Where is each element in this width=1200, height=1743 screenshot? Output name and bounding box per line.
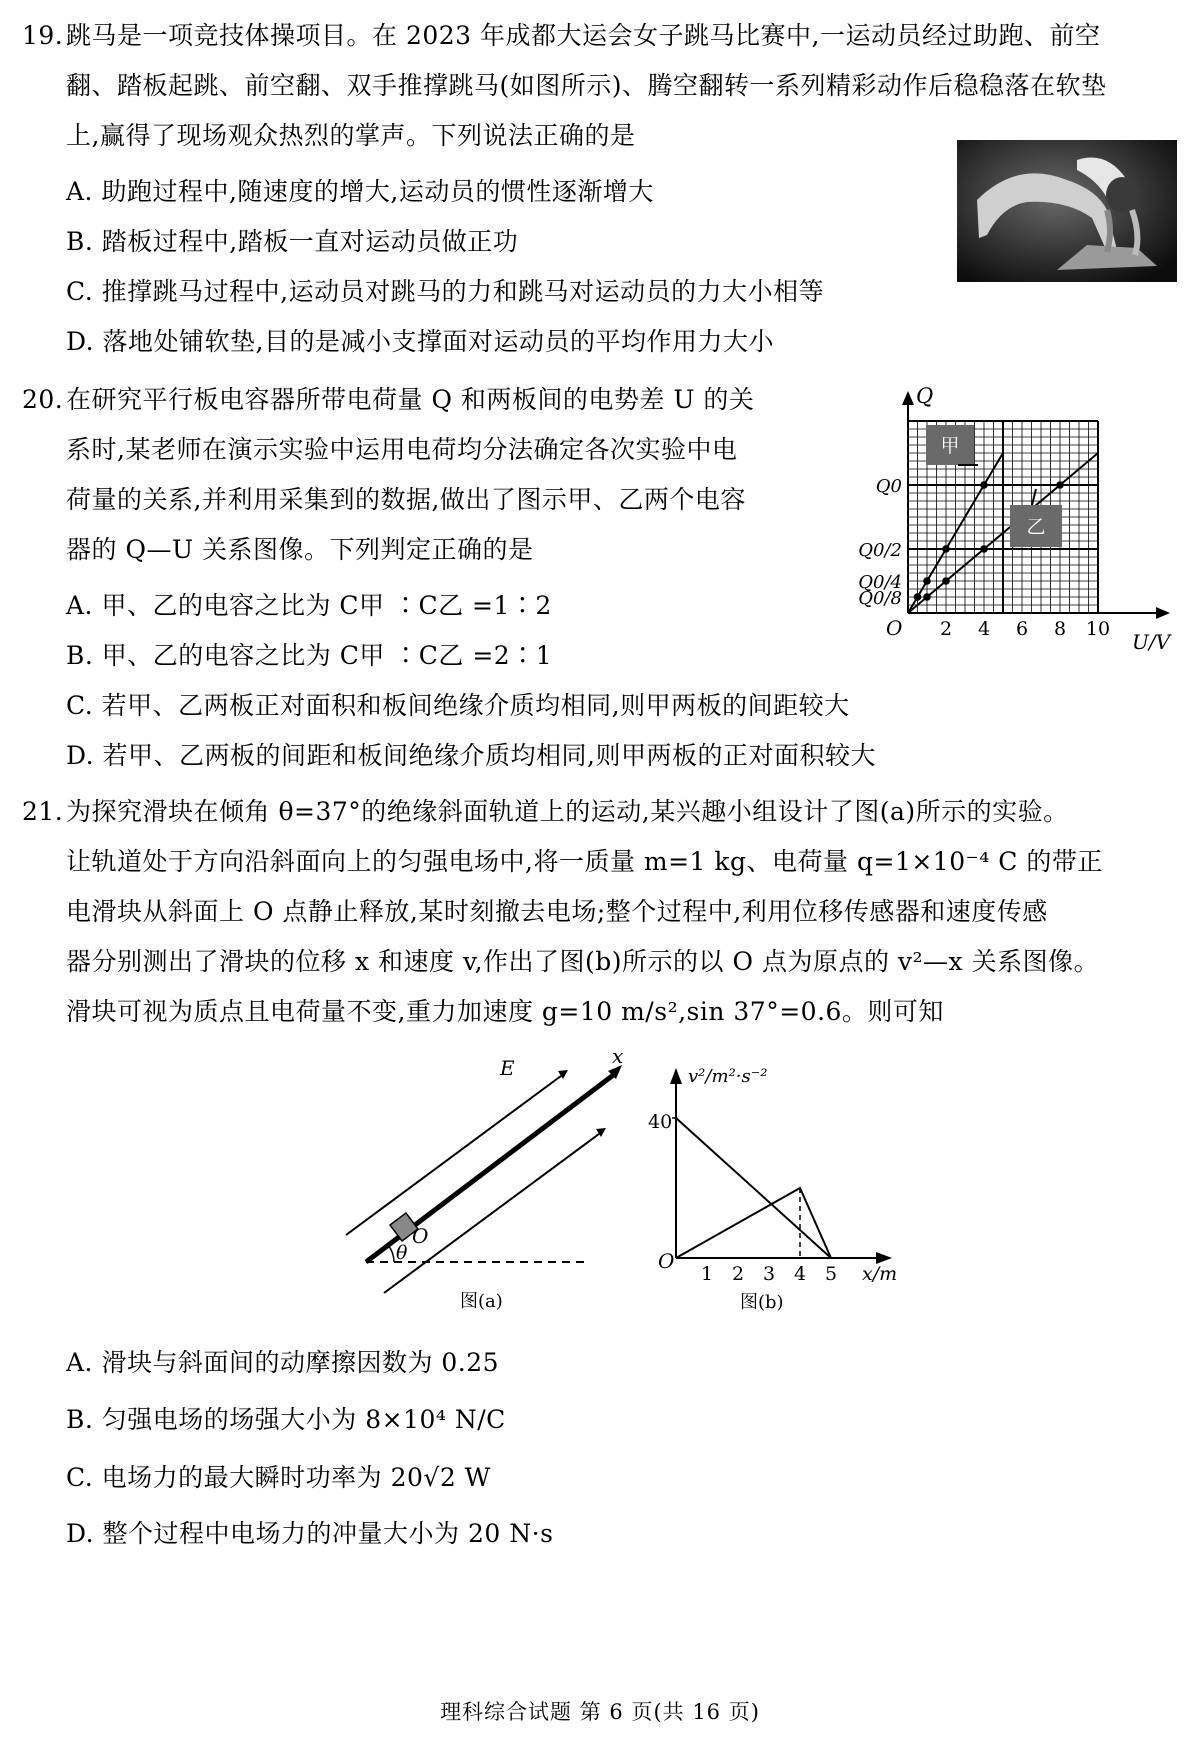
x-tick-label: 6: [1015, 618, 1029, 640]
origin-label: O: [886, 616, 903, 640]
x-label: x: [612, 1045, 624, 1068]
q-u-chart: [850, 385, 1180, 670]
question-text-line: 电滑块从斜面上 O 点静止释放,某时刻撤去电场;整个过程中,利用位移传感器和速度传感: [66, 897, 1048, 926]
x-tick-label: 1: [700, 1263, 714, 1285]
option-a: A. 甲、乙的电容之比为 C甲 ∶C乙 =1∶2: [66, 591, 552, 620]
figure-caption: 图(a): [460, 1291, 503, 1312]
data-point: [942, 577, 950, 585]
question-text-line: 上,赢得了现场观众热烈的掌声。下列说法正确的是: [66, 121, 636, 150]
question-text-line: 系时,某老师在演示实验中运用电荷均分法确定各次实验中电: [66, 435, 738, 464]
data-point: [980, 545, 988, 553]
option-c: C. 若甲、乙两板正对面积和板间绝缘介质均相同,则甲两板的间距较大: [66, 691, 850, 720]
x-tick-label: 3: [762, 1263, 776, 1285]
figure-caption: 图(b): [740, 1292, 784, 1313]
series-line-2: [676, 1118, 831, 1258]
y-tick-label: 40: [648, 1111, 673, 1133]
option-d: D. 整个过程中电场力的冲量大小为 20 N·s: [66, 1519, 554, 1548]
x-tick-label: 10: [1085, 618, 1111, 640]
option-b: B. 匀强电场的场强大小为 8×10⁴ N/C: [66, 1405, 506, 1434]
question-text-line: 滑块可视为质点且电荷量不变,重力加速度 g=10 m/s²,sin 37°=0.6。则可知: [66, 997, 944, 1026]
x-tick-label: 8: [1053, 618, 1067, 640]
option-c: C. 推撑跳马过程中,运动员对跳马的力和跳马对运动员的力大小相等: [66, 277, 825, 306]
data-point: [1056, 481, 1064, 489]
field-label: E: [500, 1056, 515, 1080]
data-point: [923, 577, 931, 585]
y-axis-label: Q: [916, 385, 934, 408]
option-d: D. 若甲、乙两板的间距和板间绝缘介质均相同,则甲两板的正对面积较大: [66, 741, 876, 770]
y-axis-label: v²/m²·s⁻²: [688, 1066, 768, 1087]
x-tick-label: 2: [731, 1263, 745, 1285]
option-a: A. 滑块与斜面间的动摩擦因数为 0.25: [66, 1348, 500, 1377]
question-text-line: 为探究滑块在倾角 θ=37°的绝缘斜面轨道上的运动,某兴趣小组设计了图(a)所示的实验。: [66, 797, 1069, 826]
legend-jia: [926, 425, 978, 465]
y-tick-label: Q0: [875, 476, 902, 497]
legend-yi-label: 乙: [1026, 516, 1046, 538]
legend-yi: [1010, 489, 1062, 547]
x-axis-arrow: [1156, 607, 1170, 619]
gymnast-photo: [957, 140, 1177, 282]
legend-yi-pointer: [1032, 489, 1036, 505]
data-point: [923, 593, 931, 601]
y-tick-label: Q0/2: [858, 540, 902, 561]
option-b: B. 甲、乙的电容之比为 C甲 ∶C乙 =2∶1: [66, 641, 553, 670]
y-axis-arrow: [902, 391, 914, 405]
figure-a: [330, 1045, 630, 1315]
question-number: 20.: [22, 385, 64, 414]
question-text-line: 让轨道处于方向沿斜面向上的匀强电场中,将一质量 m=1 kg、电荷量 q=1×10⁻⁴ C 的带正: [66, 847, 1103, 876]
origin-label: O: [658, 1249, 675, 1273]
question-number: 19.: [22, 21, 64, 50]
question-text-line: 荷量的关系,并利用采集到的数据,做出了图示甲、乙两个电容: [66, 485, 746, 514]
page-footer: 理科综合试题 第 6 页(共 16 页): [440, 1700, 760, 1724]
x-tick-label: 4: [977, 618, 991, 640]
option-b: B. 踏板过程中,踏板一直对运动员做正功: [66, 227, 519, 256]
y-tick-label: Q0/4: [858, 572, 902, 593]
question-text-line: 器分别测出了滑块的位移 x 和速度 v,作出了图(b)所示的以 O 点为原点的 v²—x 关系图像。: [66, 947, 1100, 976]
chart-ticks: [701, 1263, 837, 1285]
option-d: D. 落地处铺软垫,目的是减小支撑面对运动员的平均作用力大小: [66, 327, 774, 356]
y-axis-arrow: [670, 1068, 682, 1084]
x-axis-label: U/V: [1132, 630, 1171, 654]
option-c: C. 电场力的最大瞬时功率为 20√2 W: [66, 1463, 491, 1492]
question-text-line: 器的 Q—U 关系图像。下列判定正确的是: [66, 535, 534, 564]
data-point: [942, 545, 950, 553]
theta-label: θ: [396, 1242, 408, 1264]
question-text-line: 在研究平行板电容器所带电荷量 Q 和两板间的电势差 U 的关: [66, 385, 755, 414]
x-tick-label: 5: [824, 1263, 838, 1285]
legend-jia-label: 甲: [940, 435, 960, 457]
x-tick-label: 4: [793, 1263, 807, 1285]
figure-b: [640, 1058, 900, 1318]
y-tick-label: Q0/8: [858, 588, 902, 609]
x-tick-label: 2: [939, 618, 953, 640]
o-label: O: [412, 1224, 429, 1248]
chart-series: [672, 1118, 831, 1258]
option-a: A. 助跑过程中,随速度的增大,运动员的惯性逐渐增大: [66, 177, 654, 206]
question-text-line: 跳马是一项竞技体操项目。在 2023 年成都大运会女子跳马比赛中,一运动员经过助跑、前空: [66, 21, 1101, 50]
question-number: 21.: [22, 797, 64, 826]
field-line: [384, 1131, 603, 1293]
field-line: [346, 1073, 565, 1235]
data-point: [980, 481, 988, 489]
data-point: [914, 593, 922, 601]
question-text-line: 翻、踏板起跳、前空翻、双手推撑跳马(如图所示)、腾空翻转一系列精彩动作后稳稳落在软垫: [66, 71, 1107, 100]
x-axis-label: x/m: [862, 1263, 898, 1285]
series-line-1: [676, 1188, 831, 1258]
